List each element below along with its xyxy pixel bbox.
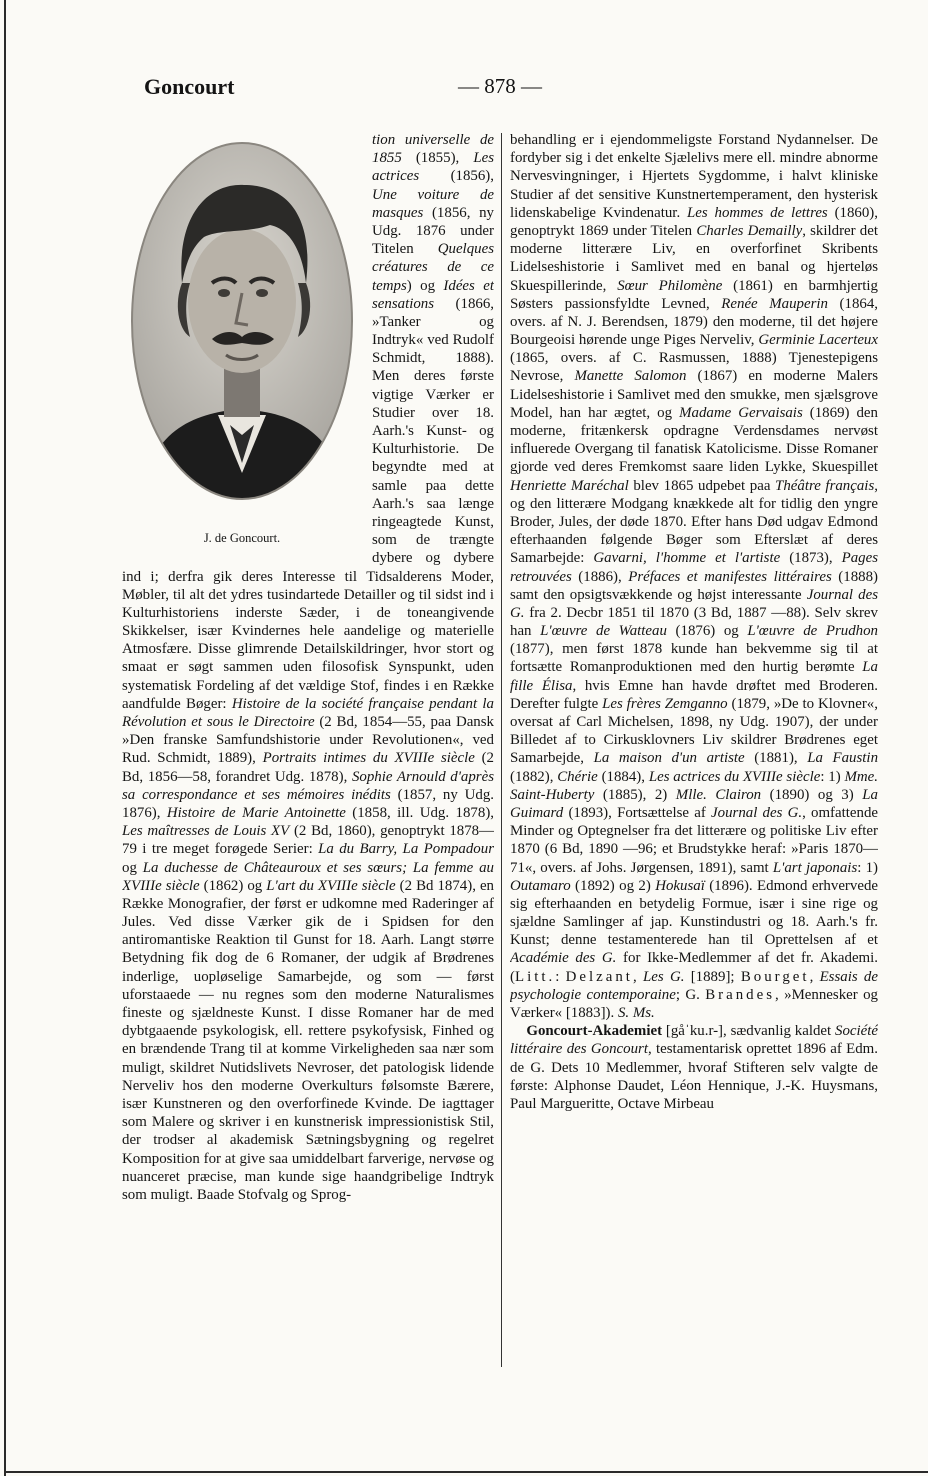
bottom-page-edge	[4, 1471, 928, 1473]
title-ref: La duchesse de Châteauroux et ses sœurs; La femme au XVIIIe siècle	[122, 859, 494, 894]
spaced-abbrev: Litt.	[514, 968, 556, 985]
left-page-edge	[4, 0, 6, 1476]
title-ref: Histoire de Marie Antoinette	[166, 804, 346, 821]
title-ref: Sophie Arnould d'après sa correspondance et ses mémoires inédits	[122, 768, 494, 803]
title-ref: Portraits intimes du XVIIIe siècle	[262, 750, 475, 767]
portrait-caption: J. de Goncourt.	[203, 531, 281, 545]
portrait-figure	[122, 133, 364, 553]
title-ref: Les actrices	[372, 150, 494, 185]
entry-goncourt-akademiet: Goncourt-Akademiet [gåˈku.r-], sædvanlig kaldet Société littéraire des Goncourt, testamentarisk oprettet 1896 af Edm. de G. Dets 10 Medlemmer, hvoraf Stifteren selv valgte de første: Alphonse Daudet, Léon Hennique, J.-K. Huysmans, Paul Margueritte, Octave Mirbeau	[510, 1023, 878, 1112]
author-signature: S. Ms.	[617, 1005, 655, 1021]
page-header	[120, 72, 880, 108]
entry-headword: Goncourt-Akademiet	[526, 1023, 663, 1040]
spaced-author: Delzant	[565, 968, 633, 985]
title-ref: Les maîtresses de Louis XV	[122, 823, 290, 840]
left-column	[122, 131, 494, 1369]
title-ref: La du Barry, La Pompadour	[318, 841, 494, 858]
spaced-author: Brandes	[705, 986, 776, 1003]
title-ref: L'art du XVIIIe siècle	[266, 877, 396, 894]
right-column-text: behandling er i ejendommeligste Forstand Nydannelser. De fordyber sig i det enkelte Sjælelivs mere ell. mindre abnorme Nervesvingninger, i Hjertets Sygdomme, i halvt kliniske Studier af det sensitive Kunstnertemperament, den hysterisk lidenskabelige Kvindenatur. Les hommes de lettres (1860), genoptrykt 1869 under Titelen Charles Demailly, skildrer det moderne litterære Liv, en overforfinet Skribents Lidelseshistorie i Samlivet med en banal og hjerteløs Skuespillerinde, Sœur Philomène (1861) en barmhjertig Søsters passionsfyldte Levned, Renée Mauperin (1864, overs. af N. J. Berendsen, 1879) den moderne, til det højere Bourgeoisi hørende unge Piges Nerveliv, Germinie Lacerteux (1865, overs. af C. Rasmussen, 1888) Tjenestepigens Nevrose, Manette Salomon (1867) en moderne Malers Lidelseshistorie i Samlivet med den smukke, men sjælsgrove Model, han har ægtet, og Madame Gervaisais (1869) den moderne, fritænkersk opdragne Verdensdames nervøst influerede Overgang til fanatisk Katolicisme. Disse Romaner gjorde ved deres Fremkomst saare liden Lykke, Skuespillet Henriette Maréchal blev 1865 udpebet paa Théâtre français, og den litterære Modgang knækkede alt for tidlig den yngre Broder, Jules, der døde 1870. Efter hans Død udgav Edmond efterhaanden følgende Bøger som Efterslæt af deres Samarbejde: Gavarni, l'homme et l'artiste (1873), Pages retrouvées (1886), Préfaces et manifestes littéraires (1888) samt den opsigtsvækkende og højst interessante Journal des G. fra 2. Decbr 1851 til 1870 (3 Bd, 1887 —88). Selv skrev han L'œuvre de Watteau (1876) og L'œuvre de Prudhon (1877), men først 1878 kunde han bekvemme sig til at fortsætte Romanproduktionen med den hurtig berømte La fille Élisa, hvis Emne han havde drøftet med Broderen. Derefter fulgte Les frères Zemganno (1879, »De to Klovner«, oversat af Carl Michelsen, 1898, ny Udg. 1907), der under Billedet af to Cirkusklovners Liv skildrer Brødrenes eget Samarbejde, La maison d'un artiste (1881), La Faustin (1882), Chérie (1884), Les actrices du XVIIIe siècle: 1) Mme. Saint-Huberty (1885), 2) Mlle. Clairon (1890) og 3) La Guimard (1893), Fortsættelse af Journal des G., omfattende Minder og Optegnelser fra det litterære og politiske Liv efter 1870 (6 Bd, 1890 —96; et Brudstykke heraf: »Paris 1870—71«, overs. af Johs. Jørgensen, 1891), samt L'art japonais: 1) Outamaro (1892) og 2) Hokusaï (1896). Edmond erhvervede sig efterhaanden en betydelig Formue, især i sine rige og sjældne Samlinger af jap. Kunstindustri og 18. Aarh.'s fr. Kunst; denne testamenterede han til Oprettelsen af et Académie des G. for Ikke-Medlemmer af det fr. Akademi. (Litt.: Delzant, Les G. [1889]; Bourget, Essais de psychologie contemporaine; G. Brandes, »Mennesker og Værker« [1883]). S. Ms.	[510, 132, 878, 1021]
portrait-photo	[122, 133, 364, 523]
column-divider	[501, 133, 502, 1367]
title-ref: tion universelle de 1855	[372, 132, 494, 167]
title-ref: Idées et sensations	[372, 277, 494, 312]
title-ref: Une voiture de masques	[372, 186, 494, 221]
title-ref: Quelques créatures de ce temps	[372, 241, 494, 294]
left-column-text: tion universelle de 1855 (1855), Les actrices (1856), Une voiture de masques (1856, ny Udg. 1876 under Titelen Quelques créatures de ce temps) og Idées et sensations (1866, »Tanker og Indtryk« ved Rudolf Schmidt, 1888). Men deres første vigtige Værker er Studier over 18. Aarh.'s Kunst- og Kulturhistorie. De begyndte med at samle paa dette Aarh.'s saa længe ringeagtede Kunst, som de trængte dybere og dybere ind i; derfra gik deres Interesse til Tidsalderens Moder, Møbler, til alt det ydres tusindartede Detailler og til sidst ind i Kulturhistoriens inderste Sæder, i de toneangivende Skikkelser, især Kvindernes hele aandelige og materielle Atmosfære. Disse glimrende Detailskildringer, hvor stort og smaat er søgt sammen uden filosofisk Synspunkt, uden systematisk Fordeling af det vældige Stof, findes i en Række aandfulde Bøger: Histoire de la société française pendant la Révolution et sous le Directoire (2 Bd, 1854—55, paa Dansk »Den franske Samfundshistorie under Revolutionen«, ved Rud. Schmidt, 1889), Portraits intimes du XVIIIe siècle (2 Bd, 1856—58, forandret Udg. 1878), Sophie Arnould d'après sa correspondance et ses mémoires inédits (1857, ny Udg. 1876), Histoire de Marie Antoinette (1858, ill. Udg. 1878), Les maîtresses de Louis XV (2 Bd, 1860), genoptrykt 1878—79 i tre meget forøgede Serier: La du Barry, La Pompadour og La duchesse de Châteauroux et ses sœurs; La femme au XVIIIe siècle (1862) og L'art du XVIIIe siècle (2 Bd 1874), en Række Monografier, der først er udkomne med Raderinger af Jules. Ved disse Værker gik de i Spidsen for den antiromantiske Reaktion til Gunst for 18. Aarh. Langt større Betydning fik dog de 6 Romaner, der udgik af Brødrenes inderlige, uopløselige Samarbejde, og som — først uforstaaede — nu regnes som den moderne Naturalismes fineste og sjældneste Kunst. I disse Romaner har de med dybtgaaende psykologisk, ell. rettere psykofysisk, Finhed og en brændende Trang til at komme Virkeligheden saa nær som muligt, skildret Nutidslivets Nevroser, det patologisk lidende Nerveliv hos den moderne Overkulturs følsomste Bærere, især Kunstneren og den overforfinede Kvinde. De iagttager som Malere og skriver i en kunstnerisk impressionistisk Stil, der trodser al akademisk Sætningsbygning og regelret Komposition for at give saa umiddelbart farverige, nervøse og nuanceret præcise, man kunde sige haandgribelige Indtryk som muligt. Baade Stofvalg og Sprog-	[122, 132, 494, 1203]
running-headword: Goncourt	[144, 74, 235, 99]
title-ref: Histoire de la société française pendant la Révolution et sous le Directoire	[122, 695, 494, 730]
right-column	[510, 131, 878, 1369]
page-number: — 878 —	[458, 74, 542, 98]
spaced-author: Bourget	[740, 968, 810, 985]
